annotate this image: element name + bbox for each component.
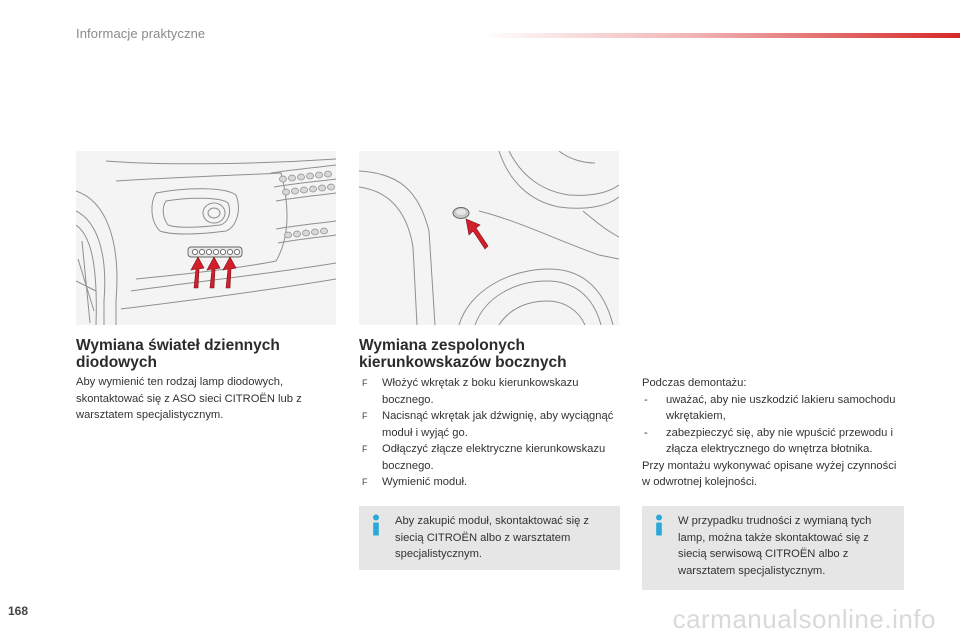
step-text: Odłączyć złącze elektryczne kierunkowskazu bocznego. — [382, 443, 606, 472]
red-arrow-icon — [191, 257, 236, 288]
step-bullet: F — [362, 411, 368, 421]
step-text: Wymienić moduł. — [382, 476, 468, 488]
section-title-side-indicator: Wymiana zespolonych kierunkowskazów bocznych — [359, 337, 567, 371]
front-bumper-illustration — [76, 151, 336, 325]
notes-intro: Podczas demontażu: — [642, 377, 747, 389]
note-item — [642, 392, 904, 425]
step-item — [362, 474, 618, 491]
step-bullet: F — [362, 477, 368, 487]
dash-marker: - — [644, 426, 648, 439]
step-bullet: F — [362, 378, 368, 388]
note-item — [642, 425, 904, 458]
step-text: Nacisnąć wkrętak jak dźwignię, aby wyciągnąć moduł i wyjąć go. — [382, 410, 614, 439]
watermark: carmanualsonline.info — [672, 604, 936, 634]
drl-body-text: Aby wymienić ten rodzaj lamp diodowych, skontaktować się z ASO sieci CITROËN lub z warsztatem specjalistycznym. — [76, 376, 302, 421]
step-item — [362, 408, 618, 441]
led-strip — [188, 247, 242, 257]
header-accent-bar — [478, 33, 960, 38]
steps-list — [362, 375, 618, 491]
note-text: uważać, aby nie uszkodzić lakieru samochodu wkrętakiem, — [666, 393, 896, 422]
step-item — [362, 441, 618, 474]
step-text: Włożyć wkrętak z boku kierunkowskazu bocznego. — [382, 377, 579, 406]
info-icon — [370, 514, 382, 536]
section-title-drl: Wymiana świateł dziennych diodowych — [76, 337, 280, 371]
page-number: 168 — [8, 604, 29, 618]
step-item — [362, 375, 618, 408]
info-box-difficulties — [642, 506, 904, 590]
info-text: W przypadku trudności z wymianą tych lamp, można także skontaktować się z siecią serwisową CITROËN albo z warsztatem specjalistycznym. — [678, 515, 872, 577]
info-box-side-indicator — [359, 506, 620, 570]
dash-marker: - — [644, 393, 648, 406]
note-text: zabezpieczyć się, aby nie wpuścić przewodu i złącza elektrycznego do wnętrza błotnika. — [666, 426, 893, 455]
info-text: Aby zakupić moduł, skontaktować się z siecią CITROËN albo z warsztatem specjalistycznym. — [395, 515, 590, 560]
notes-outro: Przy montażu wykonywać opisane wyżej czynności w odwrotnej kolejności. — [642, 459, 897, 488]
removal-notes — [642, 375, 904, 491]
side-indicator-illustration — [359, 151, 619, 325]
header-title: Informacje praktyczne — [76, 26, 206, 41]
info-icon — [653, 514, 665, 536]
step-bullet: F — [362, 444, 368, 454]
